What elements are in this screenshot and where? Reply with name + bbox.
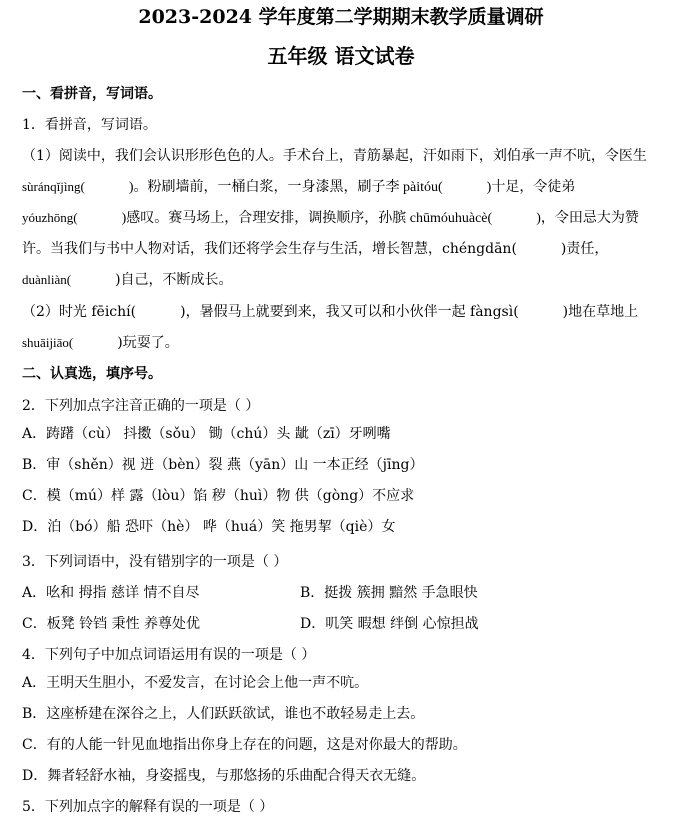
sentence-text: )十足，令徒弟	[486, 180, 576, 195]
q1-paragraph-1-line-3	[22, 208, 672, 229]
question-4-stem: 4．下列句子中加点词语运用有误的一项是（ ）	[22, 647, 316, 663]
sentence-text: )玩耍了。	[117, 335, 179, 351]
question-1-stem: 1．看拼音，写词语。	[22, 117, 157, 133]
pinyin-text: yóuzhōng(	[22, 210, 78, 225]
section-heading-1: 一、看拼音，写词语。	[22, 86, 162, 102]
sentence-text: )。粉刷墙前，一桶白浆，一身漆黑，刷子李 pàitóu(	[128, 180, 443, 195]
pinyin-text: duànliàn(	[22, 272, 72, 287]
q3-option-a[interactable]: A．吆和 拇指 慈详 情不自尽	[22, 585, 200, 601]
q1-paragraph-2-line-2	[22, 333, 672, 353]
q2-option-c[interactable]: C．模（mú）样 露（lòu）馅 秽（huì）物 供（gòng）不应求	[22, 488, 415, 504]
q2-option-b[interactable]: B．审（shěn）视 迸（bèn）裂 燕（yān）山 一本正经（jīng）	[22, 457, 424, 473]
q1-paragraph-1-line-2	[22, 177, 672, 198]
sentence-text: )，暑假马上就要到来，我又可以和小伙伴一起 fàngsì(	[180, 304, 519, 320]
sentence-text: （2）时光 fēichí(	[22, 304, 137, 320]
pinyin-text: sùránqǐjìng(	[22, 179, 85, 194]
q1-paragraph-1-line-4	[22, 239, 672, 259]
sentence-text: )自己，不断成长。	[115, 272, 233, 288]
question-2-stem: 2．下列加点字注音正确的一项是（ ）	[22, 398, 260, 414]
q3-option-b[interactable]: B．挺拨 簇拥 黯然 手急眼快	[300, 585, 478, 601]
sentence-text: 许。当我们与书中人物对话，我们还将学会生存与生活，增长智慧，chéngdān(	[22, 241, 517, 257]
q2-option-a[interactable]: A．踌躇（cù） 抖擞（sǒu） 锄（chú）头 龇（zī）牙咧嘴	[22, 426, 391, 442]
sentence-text: )，令田忌大为赞	[536, 211, 639, 226]
q1-paragraph-2-line-1	[22, 302, 672, 322]
sentence-text: )地在草地上	[562, 304, 639, 320]
q3-option-c[interactable]: C．板凳 铃铛 秉性 养尊处优	[22, 616, 201, 632]
sentence-text: )感叹。赛马场上，合理安排，调换顺序，孙膑 chūmóuhuàcè(	[121, 211, 493, 226]
q4-option-d[interactable]: D．舞者轻舒水袖，身姿摇曳，与那悠扬的乐曲配合得天衣无缝。	[22, 768, 426, 784]
q1-paragraph-1-line-1: （1）阅读中，我们会认识形形色色的人。手术台上，青筋暴起，汗如雨下，刘伯承一声不吭，令医生	[22, 148, 647, 164]
exam-subtitle: 五年级 语文试卷	[267, 44, 415, 68]
exam-title: 2023-2024 学年度第二学期期末教学质量调研	[138, 6, 544, 28]
q4-option-b[interactable]: B．这座桥建在深谷之上，人们跃跃欲试，谁也不敢轻易走上去。	[22, 706, 425, 722]
q4-option-a[interactable]: A．王明天生胆小，不爱发言，在讨论会上他一声不吭。	[22, 675, 369, 691]
question-3-stem: 3．下列词语中，没有错别字的一项是（ ）	[22, 554, 288, 570]
q3-option-d[interactable]: D．叽笑 暇想 绊倒 心惊担战	[300, 616, 479, 632]
pinyin-text: shuāijiāo(	[22, 335, 74, 350]
section-heading-2: 二、认真选，填序号。	[22, 366, 162, 382]
q2-option-d[interactable]: D．泊（bó）船 恐吓（hè） 哗（huá）笑 拖男挈（qiè）女	[22, 519, 396, 535]
q1-paragraph-1-line-5	[22, 270, 672, 290]
sentence-text: )责任，	[560, 241, 609, 257]
question-5-stem-partial: 5．下列加点字的解释有误的一项是（ ）	[22, 799, 274, 815]
q4-option-c[interactable]: C．有的人能一针见血地指出你身上存在的问题，这是对你最大的帮助。	[22, 737, 467, 753]
